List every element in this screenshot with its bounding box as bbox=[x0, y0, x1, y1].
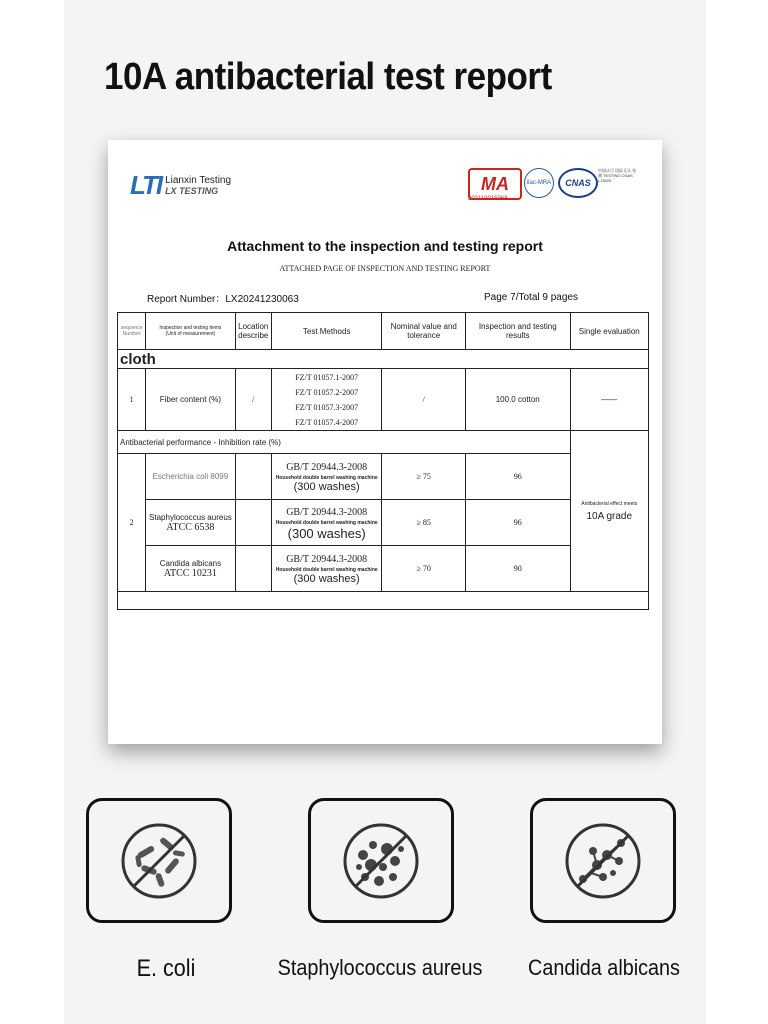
row2c-nominal: ≥ 70 bbox=[382, 546, 465, 592]
header-location: Location describe bbox=[235, 313, 271, 350]
table-row bbox=[118, 546, 649, 592]
method-line: FZ/T 01057.1-2007 bbox=[295, 372, 359, 382]
row1-methods bbox=[271, 369, 382, 431]
washes-line: (300 washes) bbox=[293, 573, 360, 585]
row1-location: / bbox=[235, 369, 271, 431]
header-item bbox=[146, 313, 236, 350]
header-method: Test Methods bbox=[271, 313, 382, 350]
method-line: GB/T 20944.3-2008 bbox=[286, 554, 368, 565]
row2c-result: 90 bbox=[465, 546, 570, 592]
empty-row bbox=[118, 592, 649, 610]
table-row bbox=[118, 500, 649, 546]
e-coli-crossed-icon bbox=[119, 821, 199, 901]
header-item-text: Inspection and testing items bbox=[159, 325, 222, 331]
cma-text: MA bbox=[481, 173, 509, 194]
ilac-text: ilac-MRA bbox=[526, 180, 552, 186]
header-seq bbox=[118, 313, 146, 350]
table-row bbox=[118, 350, 649, 369]
evaluation-line2: 10A grade bbox=[586, 510, 633, 522]
staphylococcus-card-frame bbox=[308, 798, 454, 923]
staphylococcus-card bbox=[308, 798, 456, 925]
header-evaluation: Single evaluation bbox=[570, 313, 648, 350]
section-cloth: cloth bbox=[118, 350, 649, 369]
cma-number: 202119015968 bbox=[468, 196, 508, 202]
row2-evaluation bbox=[570, 431, 648, 592]
candida-crossed-icon bbox=[563, 821, 643, 901]
row2-no: 2 bbox=[118, 454, 146, 592]
row2b-result: 96 bbox=[465, 500, 570, 546]
row2a-location bbox=[235, 454, 271, 500]
candida-label: Candida albicans bbox=[528, 955, 680, 980]
page-number: Page 7/Total 9 pages bbox=[484, 292, 578, 303]
row2a-result: 96 bbox=[465, 454, 570, 500]
evaluation-line1: Antibacterial effect meets bbox=[581, 500, 638, 507]
table-row bbox=[118, 431, 649, 454]
row1-no: 1 bbox=[118, 369, 146, 431]
row2b-nominal: ≥ 85 bbox=[382, 500, 465, 546]
lab-sub: LX TESTING bbox=[165, 185, 219, 196]
staphylococcus-label: Staphylococcus aureus bbox=[277, 955, 483, 980]
method-line: FZ/T 01057.4-2007 bbox=[295, 417, 359, 427]
row1-item: Fiber content (%) bbox=[146, 369, 236, 431]
lab-name: Lianxin Testing bbox=[165, 174, 232, 186]
cnas-seal bbox=[558, 168, 598, 198]
row2a-nominal: ≥ 75 bbox=[382, 454, 465, 500]
table-row bbox=[118, 592, 649, 610]
row2b-method bbox=[271, 500, 382, 546]
machine-line: Household double barrel washing machine bbox=[275, 519, 378, 526]
header-seq-text: sequence bbox=[120, 325, 143, 331]
header-item-sub: (Unit of measurement) bbox=[165, 331, 216, 337]
table-row bbox=[118, 454, 649, 500]
row2c-item-text: Candida albicans bbox=[159, 558, 222, 568]
header-nominal: Nominal value and tolerance bbox=[382, 313, 465, 350]
row2a-item-text: Escherichia coli 8099 bbox=[152, 472, 229, 481]
row2c-item-strain: ATCC 10231 bbox=[163, 567, 217, 579]
report-number: Report Number：LX20241230063 bbox=[147, 294, 299, 305]
machine-line: Household double barrel washing machine bbox=[275, 475, 378, 481]
row2b-item-text: Staphylococcus aureus bbox=[149, 512, 232, 522]
machine-line: Household double barrel washing machine bbox=[275, 567, 378, 573]
method-line: GB/T 20944.3-2008 bbox=[286, 506, 368, 518]
row2a-item bbox=[146, 454, 236, 500]
page-headline: 10A antibacterial test report bbox=[104, 56, 552, 98]
table-row bbox=[118, 369, 649, 431]
cnas-note: 中国认可 国际互认 检测 TESTING CNAS L15020 bbox=[598, 168, 637, 183]
washes-line: (300 washes) bbox=[287, 525, 366, 541]
candida-card bbox=[530, 798, 678, 925]
row2c-method bbox=[271, 546, 382, 592]
results-table bbox=[117, 312, 649, 610]
row2b-item bbox=[146, 500, 236, 546]
lab-logo bbox=[130, 170, 231, 201]
method-line: GB/T 20944.3-2008 bbox=[286, 462, 368, 473]
lab-logo-mark: LTI bbox=[130, 170, 162, 200]
section-antibacterial: Antibacterial performance - Inhibition rate (%) bbox=[118, 431, 571, 454]
e-coli-card bbox=[86, 798, 234, 925]
cnas-text: CNAS bbox=[565, 178, 591, 188]
washes-line: (300 washes) bbox=[293, 481, 360, 493]
document-subtitle: ATTACHED PAGE OF INSPECTION AND TESTING REPORT bbox=[279, 264, 491, 273]
document-title: Attachment to the inspection and testing report bbox=[227, 238, 543, 254]
table-header-row bbox=[118, 313, 649, 350]
ilac-mra-icon bbox=[524, 168, 554, 198]
staphylococcus-crossed-icon bbox=[341, 821, 421, 901]
e-coli-card-frame bbox=[86, 798, 232, 923]
row2b-item-strain: ATCC 6538 bbox=[166, 521, 215, 533]
header-result: Inspection and testing results bbox=[465, 313, 570, 350]
candida-card-frame bbox=[530, 798, 676, 923]
header-seq-sub: Number bbox=[122, 331, 141, 337]
row1-result: 100.0 cotton bbox=[465, 369, 570, 431]
method-line: FZ/T 01057.2-2007 bbox=[295, 387, 359, 397]
report-document bbox=[108, 140, 662, 744]
row1-evaluation: —— bbox=[570, 369, 648, 431]
row2c-location bbox=[235, 546, 271, 592]
row2a-method bbox=[271, 454, 382, 500]
e-coli-label: E. coli bbox=[136, 955, 196, 982]
row2c-item bbox=[146, 546, 236, 592]
row2b-location bbox=[235, 500, 271, 546]
row1-nominal: / bbox=[382, 369, 465, 431]
method-line: FZ/T 01057.3-2007 bbox=[295, 402, 359, 412]
